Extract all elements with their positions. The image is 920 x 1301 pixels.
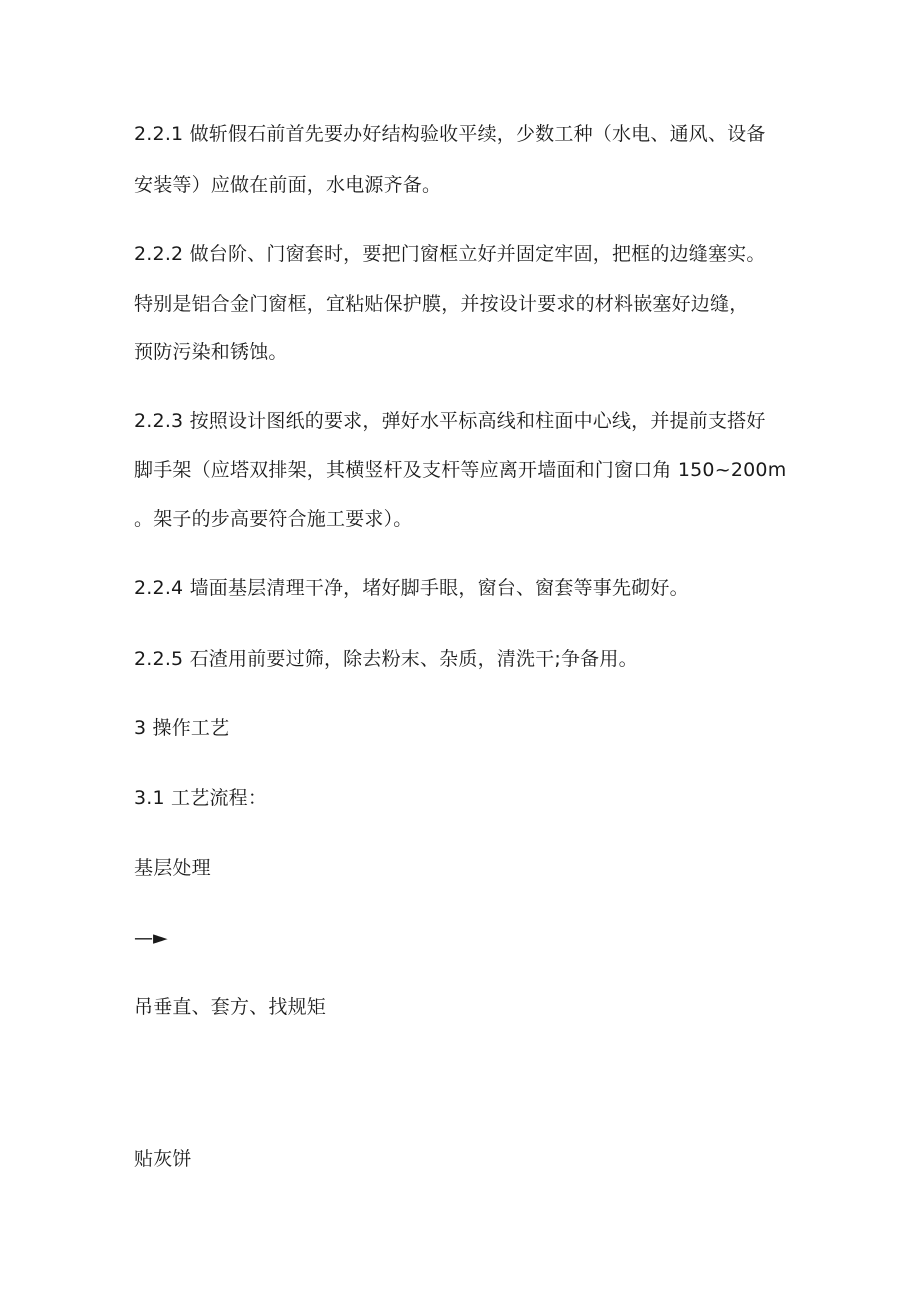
paragraph-2-2-3-line-2: 脚手架（应塔双排架，其横竖杆及支杆等应离开墙面和门窗口角 150~200m — [134, 459, 787, 481]
flow-arrow-icon: —► — [134, 927, 168, 949]
paragraph-2-2-2-line-1: 2.2.2 做台阶、门窗套时，要把门窗框立好并固定牢固，把框的边缝塞实。 — [134, 243, 766, 265]
paragraph-2-2-5: 2.2.5 石渣用前要过筛，除去粉末、杂质，清洗干;争备用。 — [134, 648, 638, 670]
paragraph-2-2-1-line-2: 安装等）应做在前面，水电源齐备。 — [134, 174, 442, 196]
paragraph-2-2-4: 2.2.4 墙面基层清理干净，堵好脚手眼，窗台、窗套等事先砌好。 — [134, 577, 689, 599]
flow-step-2: 吊垂直、套方、找规矩 — [134, 996, 327, 1018]
section-3-1-heading: 3.1 工艺流程： — [134, 787, 268, 809]
flow-step-1: 基层处理 — [134, 857, 211, 879]
paragraph-2-2-3-line-3: 。架子的步高要符合施工要求）。 — [134, 508, 413, 530]
paragraph-2-2-1-line-1: 2.2.1 做斩假石前首先要办好结构验收平续，少数工种（水电、通风、设备 — [134, 123, 766, 145]
section-3-heading: 3 操作工艺 — [134, 717, 230, 739]
paragraph-2-2-3-line-1: 2.2.3 按照设计图纸的要求，弹好水平标高线和柱面中心线，并提前支搭好 — [134, 410, 766, 432]
paragraph-2-2-2-line-3: 预防污染和锈蚀。 — [134, 341, 288, 363]
paragraph-2-2-2-line-2: 特别是铝合金门窗框，宜粘贴保护膜，并按设计要求的材料嵌塞好边缝， — [134, 293, 749, 315]
flow-step-3: 贴灰饼 — [134, 1148, 192, 1170]
